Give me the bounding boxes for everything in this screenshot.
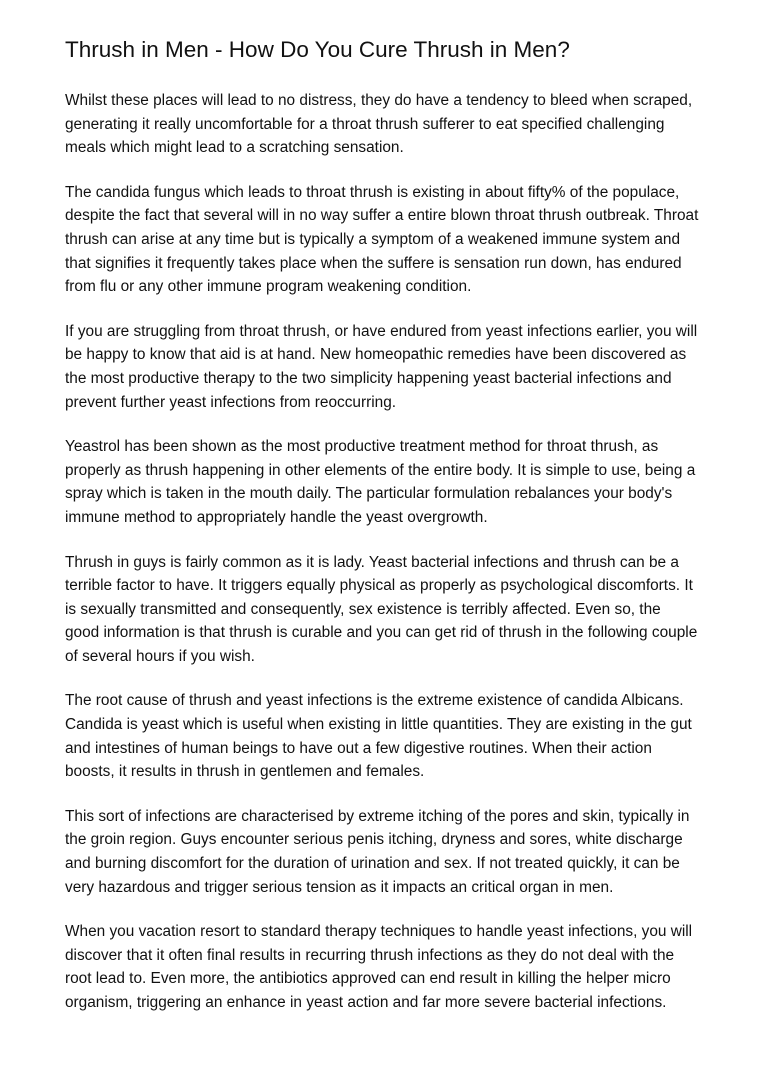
paragraph-8	[65, 920, 708, 1014]
text-line: that signifies it frequently takes place when the suffere is sensation run down, has endured	[65, 254, 682, 272]
text-line: meals which might lead to a scratching sensation.	[65, 139, 404, 157]
paragraph-7	[65, 805, 708, 899]
text-line: The candida fungus which leads to throat thrush is existing in about fifty% of the populace,	[65, 183, 680, 201]
text-line: root lead to. Even more, the antibiotics approved can end result in killing the helper micro	[65, 970, 671, 988]
text-line: discover that it often final results in recurring thrush infections as they do not deal with the	[65, 946, 675, 964]
text-line: Thrush in guys is fairly common as it is lady. Yeast bacterial infections and thrush can be a	[65, 553, 679, 571]
text-line: terrible factor to have. It triggers equally physical as properly as psychological discomforts. It	[65, 577, 693, 595]
text-line: When you vacation resort to standard therapy techniques to handle yeast infections, you will	[65, 923, 693, 941]
text-line: organism, triggering an enhance in yeast action and far more severe bacterial infections.	[65, 994, 667, 1011]
text-line: prevent further yeast infections from reoccurring.	[65, 393, 397, 411]
paragraph-4	[65, 435, 708, 529]
text-line: is sexually transmitted and consequently, sex existence is terribly affected. Even so, the	[65, 600, 661, 618]
paragraph-3	[65, 320, 708, 414]
text-line: the most productive therapy to the two simplicity happening yeast bacterial infections and	[65, 369, 672, 387]
page-title: Thrush in Men - How Do You Cure Thrush in Men?	[65, 37, 570, 62]
paragraph-1	[65, 89, 708, 160]
text-line: good information is that thrush is curable and you can get rid of thrush in the following couple	[65, 624, 698, 642]
text-line: If you are struggling from throat thrush, or have endured from yeast infections earlier, you will	[65, 322, 698, 340]
text-line: spray which is taken in the mouth daily. The particular formulation rebalances your body's	[65, 485, 673, 503]
text-line: and intestines of human beings to have out a few digestive routines. When their action	[65, 739, 652, 757]
paragraph-6	[65, 689, 708, 783]
text-line: boosts, it results in thrush in gentlemen and females.	[65, 763, 425, 781]
text-line: generating it really uncomfortable for a throat thrush sufferer to eat specified challenging	[65, 115, 665, 133]
text-line: immune method to appropriately handle the yeast overgrowth.	[65, 508, 488, 526]
text-line: be happy to know that aid is at hand. New homeopathic remedies have been discovered as	[65, 346, 687, 364]
text-line: Whilst these places will lead to no distress, they do have a tendency to bleed when scraped,	[65, 92, 693, 109]
paragraph-2	[65, 181, 708, 299]
text-line: Yeastrol has been shown as the most productive treatment method for throat thrush, as	[65, 438, 659, 456]
text-line: from flu or any other immune program weakening condition.	[65, 278, 472, 296]
text-line: properly as thrush happening in other elements of the entire body. It is simple to use, being a	[65, 461, 696, 479]
text-line: and burning discomfort for the duration of urination and sex. If not treated quickly, it can be	[65, 855, 680, 873]
text-line: thrush can arise at any time but is typically a symptom of a weakened immune system and	[65, 230, 681, 248]
text-line: This sort of infections are characterised by extreme itching of the pores and skin, typically in	[65, 807, 690, 825]
text-line: of several hours if you wish.	[65, 647, 255, 665]
text-line: The root cause of thrush and yeast infections is the extreme existence of candida Albicans.	[65, 692, 684, 710]
text-line: the groin region. Guys encounter serious penis itching, dryness and sores, white discharge	[65, 831, 683, 849]
text-line: Candida is yeast which is useful when existing in little quantities. They are existing in the gut	[65, 716, 692, 734]
text-line: despite the fact that several will in no way suffer a entire blown throat thrush outbreak. Throat	[65, 207, 699, 225]
paragraph-5	[65, 551, 708, 669]
text-line: very hazardous and trigger serious tension as it impacts an critical organ in men.	[65, 878, 614, 896]
